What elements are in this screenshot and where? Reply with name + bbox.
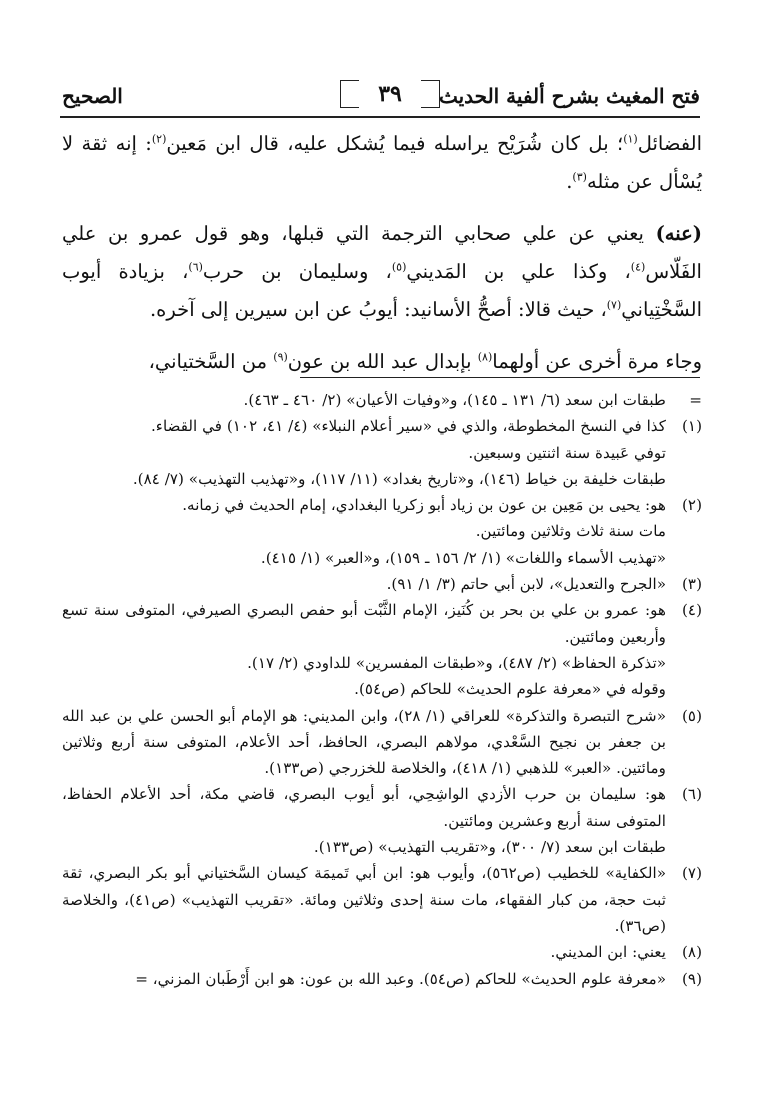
section-title: الصحيح	[62, 84, 123, 108]
footnote-number: (٦)	[681, 785, 702, 804]
paragraph-2: (عنه) يعني عن علي صحابي الترجمة التي قبلها، وهو قول عمرو بن علي الفَلّاس$^{(٤)}$، وكذا علي بن المَديني$^{(٥)}$، وسليمان بن حرب$^{(٦)}$، بزيادة أيوب السَّخْتِياني$^{(٧)}$، حيث قالا: أصحُّ الأسانيد: أيوبُ عن ابن سيرين إلى آخره.	[62, 222, 702, 321]
footnote-number: (١)	[681, 417, 702, 436]
footnote-text	[62, 939, 666, 965]
page-number: ٣٩	[378, 81, 402, 107]
footnote-line: طبقات ابن سعد (٧/ ٣٠٠)، و«تقريب التهذيب» (ص١٣٣).	[313, 838, 666, 857]
footnote	[62, 860, 702, 939]
paragraph-3: وجاء مرة أخرى عن أولهما$^{(٨)}$ بإبدال عبد الله بن عون$^{(٩)}$ من السَّختياني،	[148, 350, 702, 373]
footnote-number: (٣)	[681, 575, 702, 594]
main-text	[62, 125, 702, 381]
footnote-divider	[300, 377, 700, 378]
page-number-box	[340, 78, 440, 110]
book-title: فتح المغيث بشرح ألفية الحديث	[438, 84, 700, 108]
ornament-left-icon	[340, 80, 359, 108]
footnote-text	[62, 860, 666, 939]
footnote-line: كذا في النسخ المخطوطة، والذي في «سير أعلام النبلاء» (٤/ ٤١، ١٠٢) في القضاء.	[150, 417, 666, 436]
paragraph-1: الفضائل$^{(١)}$؛ بل كان شُرَيْح يراسله فيما يُشكل عليه، قال ابن مَعين$^{(٢)}$: إنه ثقة لا يُسْأل عن مثله$^{(٣)}$.	[62, 132, 702, 193]
footnote-number: (٢)	[681, 496, 702, 515]
footnote-line: توفي عَبيدة سنة اثنتين وسبعين.	[468, 443, 666, 462]
footnote-ref[interactable]: (٦)	[188, 260, 203, 274]
footnote-text	[62, 703, 666, 782]
footnote-ref[interactable]: (٩)	[273, 350, 288, 364]
footnote-line: طبقات ابن سعد (٦/ ١٣١ ـ ١٤٥)، و«وفيات الأعيان» (٢/ ٤٦٠ ـ ٤٦٣).	[243, 391, 666, 409]
footnote-ref[interactable]: (٥)	[391, 260, 407, 274]
footnote-line: «تهذيب الأسماء واللغات» (١/ ٢/ ١٥٦ ـ ١٥٩)، و«العبر» (١/ ٤١٥).	[260, 548, 666, 567]
footnote-line: «شرح التبصرة والتذكرة» للعراقي (١/ ٢٨)، وابن المديني: هو الإمام أبو الحسن علي بن عبد الله بن جعفر بن نجيح السَّعْدي، مولاهم البصري، الحافظ، أحد الأعلام، المتوفى سنة أربع وثلاثين ومائتين. «العبر» للذهبي (١/ ٤١٨)، والخلاصة للخزرجي (ص١٣٣).	[62, 706, 666, 778]
footnote-number: (٤)	[681, 601, 702, 620]
footnote	[62, 703, 702, 782]
footnote	[62, 966, 702, 992]
footnote-text	[62, 413, 666, 492]
footnote-text	[62, 387, 666, 413]
footnote-ref[interactable]: (٨)	[477, 350, 493, 364]
footnote-line: هو: عمرو بن علي بن بحر بن كُنَيز، الإمام الثَّبْت أبو حفص البصري الصيرفي، المتوفى سنة تسع وأربعين ومائتين.	[62, 601, 666, 646]
footnote-line: هو: يحيى بن مَعِين بن عون بن زياد أبو زكريا البغدادي، إمام الحديث في زمانه.	[182, 496, 666, 515]
footnote-text	[62, 492, 666, 571]
footnote	[62, 939, 702, 965]
running-header	[60, 78, 700, 118]
footnote-line: «معرفة علوم الحديث» للحاكم (ص٥٤). وعبد الله بن عون: هو ابن أَرْطَبان المزني، =	[135, 969, 666, 988]
footnotes	[62, 387, 702, 992]
footnote-line: طبقات خليفة بن خياط (١٤٦)، و«تاريخ بغداد» (١١/ ١١٧)، و«تهذيب التهذيب» (٧/ ٨٤).	[132, 469, 666, 488]
footnote-number: (٧)	[681, 864, 702, 883]
footnote-line: «الجرح والتعديل»، لابن أبي حاتم (٣/ ١/ ٩١).	[386, 575, 666, 594]
footnote-line: «الكفاية» للخطيب (ص٥٦٢)، وأيوب هو: ابن أبي تَميمَة كيسان السَّختياني أبو بكر البصري، ثقة ثبت حجة، من كبار الفقهاء، مات سنة إحدى وثلاثين ومائة. «تقريب التهذيب» (ص٤١)، والخلاصة (ص٣٦).	[62, 864, 666, 935]
footnote-number: (٩)	[681, 969, 702, 988]
footnote-ref[interactable]: (١)	[623, 132, 638, 146]
header-divider	[60, 116, 700, 118]
footnote-ref[interactable]: (٣)	[572, 170, 587, 184]
footnote-text	[62, 597, 666, 702]
footnote-ref[interactable]: (٤)	[630, 260, 646, 274]
footnote-number: =	[689, 391, 702, 409]
footnote-line: هو: سليمان بن حرب الأزدي الواشِحِي، أبو أيوب البصري، قاضي مكة، أحد الأعلام الحفاظ، المتوفى سنة أربع وعشرين ومائتين.	[62, 785, 666, 830]
footnote	[62, 571, 702, 597]
footnote-number: (٥)	[681, 706, 702, 725]
footnote-ref[interactable]: (٧)	[606, 298, 622, 312]
footnote-text	[62, 781, 666, 860]
footnote-line: يعني: ابن المديني.	[550, 943, 666, 962]
footnote-number: (٨)	[681, 943, 702, 962]
footnote-line: مات سنة ثلاث وثلاثين ومائتين.	[475, 522, 666, 541]
footnote	[62, 413, 702, 492]
footnote	[62, 597, 702, 702]
footnote-line: «تذكرة الحفاظ» (٢/ ٤٨٧)، و«طبقات المفسرين» للداودي (٢/ ١٧).	[247, 653, 666, 672]
footnote-ref[interactable]: (٢)	[151, 132, 167, 146]
matn-word: (عنه)	[655, 222, 702, 245]
footnote	[62, 492, 702, 571]
footnote-line: وقوله في «معرفة علوم الحديث» للحاكم (ص٥٤).	[354, 680, 666, 699]
footnote-text	[62, 966, 666, 992]
footnote-text	[62, 571, 666, 597]
footnote	[62, 781, 702, 860]
footnote	[62, 387, 702, 413]
ornament-right-icon	[421, 80, 440, 108]
